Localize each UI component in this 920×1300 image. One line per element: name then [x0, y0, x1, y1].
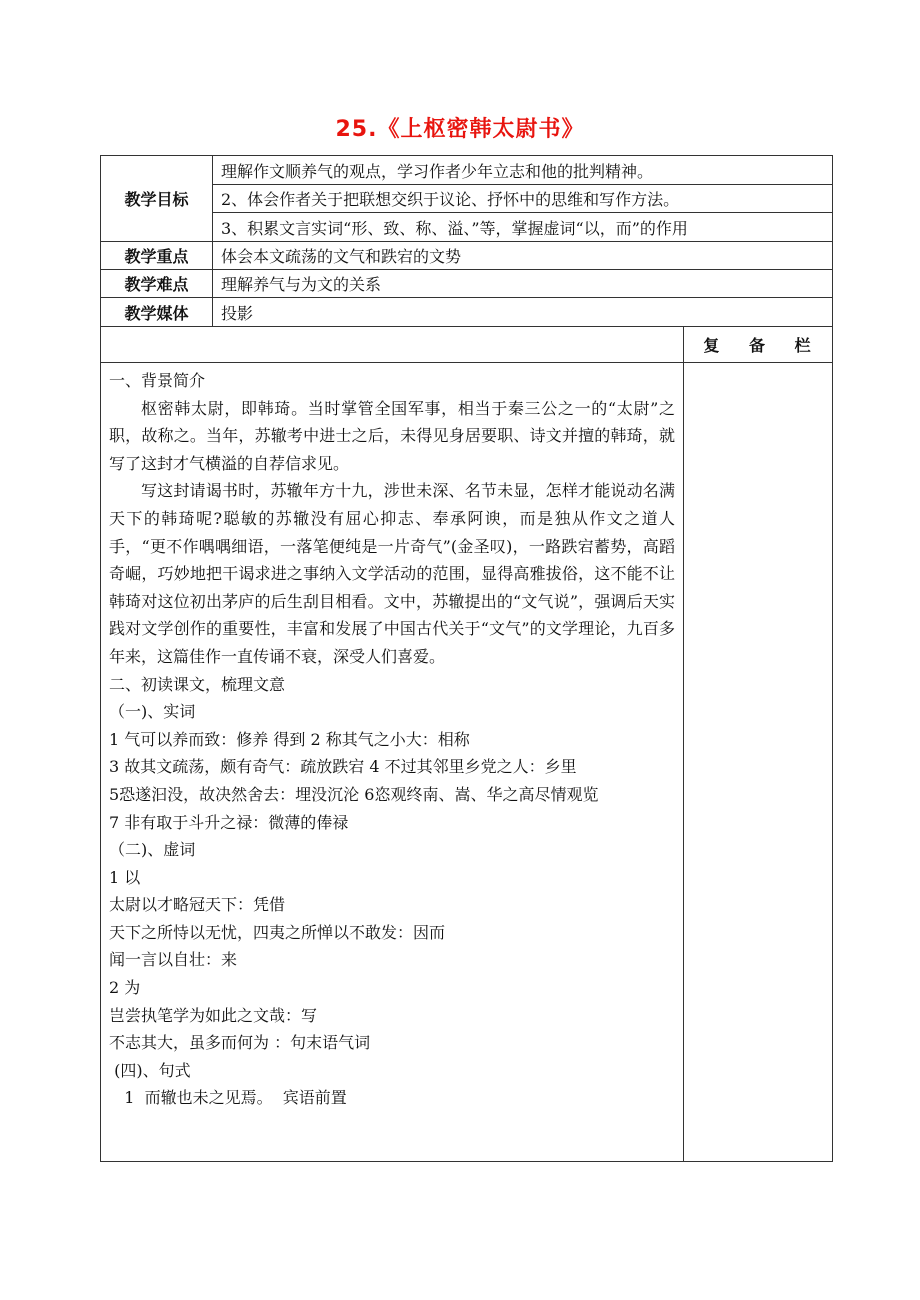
content-line: 1 以 — [109, 867, 141, 887]
content-line: 不志其大，虽多而何为 ：句末语气词 — [109, 1033, 371, 1053]
media-value: 投影 — [213, 298, 833, 327]
content-line: 7 非有取于斗升之禄：微薄的俸禄 — [109, 812, 349, 832]
blank-header-cell — [101, 327, 684, 363]
content-line: 1 而辙也未之见焉。 宾语前置 — [109, 1088, 347, 1108]
lesson-plan-table — [100, 155, 833, 1162]
content-line: （一)、实词 — [109, 702, 196, 722]
review-notes-cell — [684, 363, 833, 1162]
review-column-label: 复 备 栏 — [684, 327, 833, 363]
content-line: (四)、句式 — [109, 1060, 191, 1080]
review-header-row — [101, 327, 833, 363]
content-line: 二、初读课文，梳理文意 — [109, 674, 286, 694]
key-points-row — [101, 242, 833, 270]
goals-row — [101, 156, 833, 185]
content-line: 5恐遂汩没，故决然舍去：埋没沉沦 6恣观终南、嵩、华之高尽情观览 — [109, 784, 599, 804]
content-line: 天下之所恃以无忧，四夷之所惮以不敢发：因而 — [109, 922, 446, 942]
key-points-value: 体会本文疏荡的文气和跌宕的文势 — [213, 242, 833, 270]
goal-item: 3、积累文言实词“形、致、称、溢、”等，掌握虚词“以，而”的作用 — [213, 213, 833, 242]
media-label: 教学媒体 — [101, 298, 213, 327]
content-line: 3 故其文疏荡，颇有奇气：疏放跌宕 4 不过其邻里乡党之人：乡里 — [109, 757, 577, 777]
content-row — [101, 363, 833, 1162]
section-heading: 一、背景简介 — [109, 371, 206, 390]
goal-item: 理解作文顺养气的观点，学习作者少年立志和他的批判精神。 — [213, 156, 833, 185]
content-line: 2 为 — [109, 978, 141, 998]
page-title: 25.《上枢密韩太尉书》 — [335, 117, 585, 142]
goal-item: 2、体会作者关于把联想交织于议论、抒怀中的思维和写作方法。 — [213, 185, 833, 213]
media-row — [101, 298, 833, 327]
difficulty-label: 教学难点 — [101, 270, 213, 298]
content-line: 1 气可以养而致：修养 得到 2 称其气之小大：相称 — [109, 729, 470, 749]
difficulty-row — [101, 270, 833, 298]
background-paragraph: 枢密韩太尉，即韩琦。当时掌管全国军事，相当于秦三公之一的“太尉”之职，故称之。当年，苏辙考中进士之后，未得见身居要职、诗文并擅的韩琦，就写了这封才气横溢的自荐信求见。 — [109, 398, 675, 473]
content-line: 太尉以才略冠天下：凭借 — [109, 895, 286, 915]
content-line: （二)、虚词 — [109, 840, 196, 860]
goals-label: 教学目标 — [101, 156, 213, 242]
content-line: 岂尝执笔学为如此之文哉：写 — [109, 1005, 318, 1025]
background-paragraph: 写这封请谒书时，苏辙年方十九，涉世未深、名节未显，怎样才能说动名满天下的韩琦呢?聪敏的苏辙没有屈心抑志、奉承阿谀，而是独从作文之道人手，“更不作喁喁细语，一落笔便纯是一片奇气”(金圣叹)，一路跌宕蓄势，高蹈奇崛，巧妙地把干谒求进之事纳入文学活动的范围，显得高雅拔俗，这不能不让韩琦对这位初出茅庐的后生刮目相看。文中，苏辙提出的“文气说”，强调后天实践对文学创作的重要性，丰富和发展了中国古代关于“文气”的文学理论，九百多年来，这篇佳作一直传诵不衰，深受人们喜爱。 — [109, 481, 675, 666]
key-points-label: 教学重点 — [101, 242, 213, 270]
lesson-content — [101, 363, 684, 1162]
difficulty-value: 理解养气与为文的关系 — [213, 270, 833, 298]
content-line: 闻一言以自壮：来 — [109, 950, 238, 970]
